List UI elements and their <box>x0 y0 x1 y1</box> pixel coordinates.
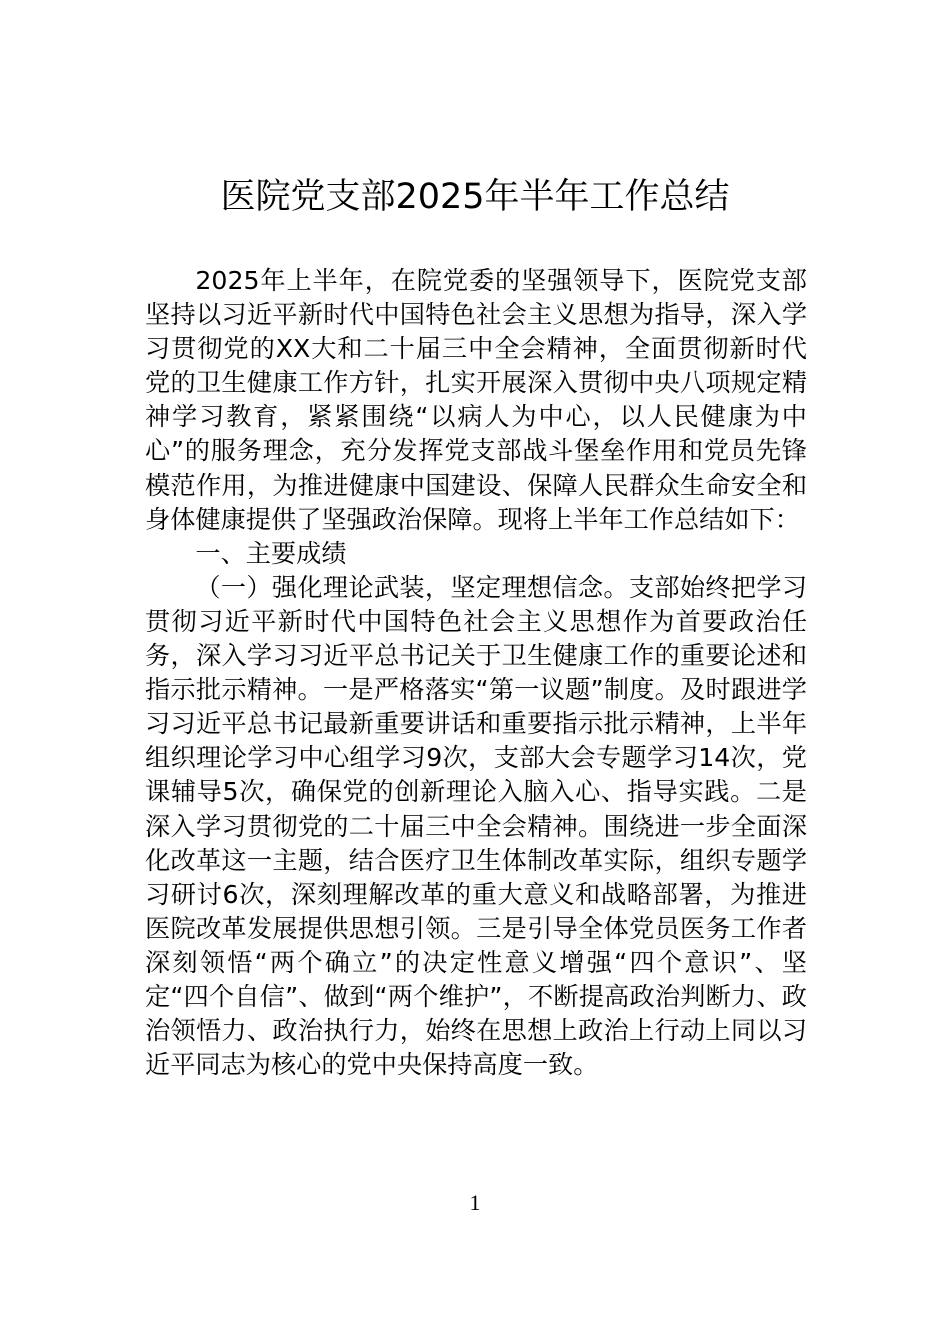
page-number: 1 <box>469 1190 481 1215</box>
section-heading: 一、主要成绩 <box>195 538 347 568</box>
body-paragraph: （一）强化理论武装，坚定理想信念。支部始终把学习贯彻习近平新时代中国特色社会主义思想作为首要政治任务，深入学习习近平总书记关于卫生健康工作的重要论述和指示批示精神。一是严格落实“第一议题”制度。及时跟进学习习近平总书记最新重要讲话和重要指示批示精神，上半年组织理论学习中心组学习9次，支部大会专题学习14次，党课辅导5次，确保党的创新理论入脑入心、指导实践。二是深入学习贯彻党的二十届三中全会精神。围绕进一步全面深化改革这一主题，结合医疗卫生体制改革实际，组织专题学习研讨6次，深刻理解改革的重大意义和战略部署，为推进医院改革发展提供思想引领。三是引导全体党员医务工作者深刻领悟“两个确立”的决定性意义增强“四个意识”、坚定“四个自信”、做到“两个维护”，不断提高政治判断力、政治领悟力、政治执行力，始终在思想上政治上行动上同以习近平同志为核心的党中央保持高度一致。 <box>145 572 807 1080</box>
document-body <box>145 264 807 1082</box>
intro-paragraph: 2025年上半年，在院党委的坚强领导下，医院党支部坚持以习近平新时代中国特色社会主义思想为指导，深入学习贯彻党的XX大和二十届三中全会精神，全面贯彻新时代党的卫生健康工作方针，扎实开展深入贯彻中央八项规定精神学习教育，紧紧围绕“以病人为中心，以人民健康为中心”的服务理念，充分发挥党支部战斗堡垒作用和党员先锋模范作用，为推进健康中国建设、保障人民群众生命安全和身体健康提供了坚强政治保障。现将上半年工作总结如下： <box>145 266 807 534</box>
document-title: 医院党支部2025年半年工作总结 <box>220 177 730 217</box>
